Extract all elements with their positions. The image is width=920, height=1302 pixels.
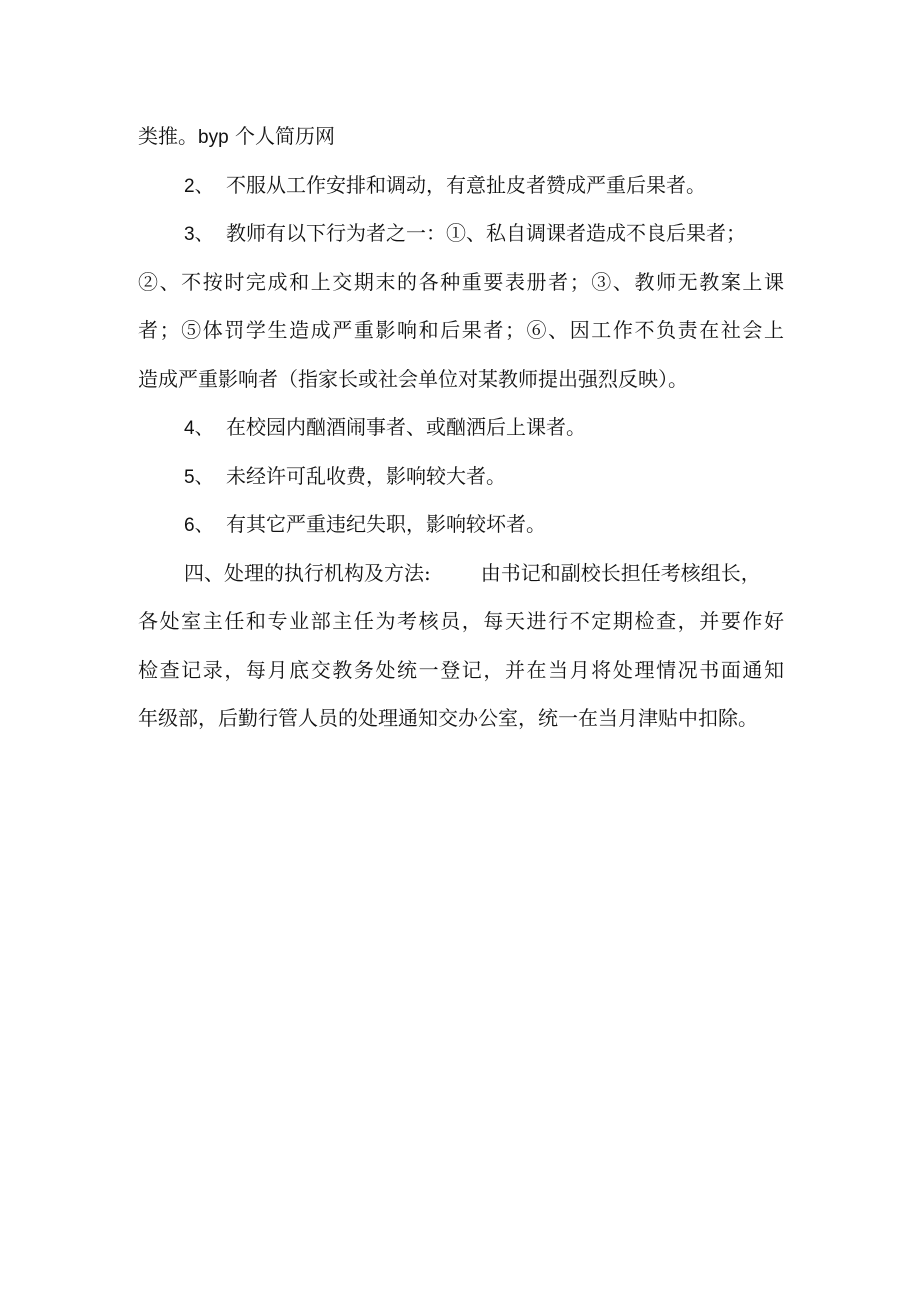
section-4-line-2: 各处室主任和专业部主任为考核员，每天进行不定期检查，并要作好 [138, 609, 784, 633]
item-text: 在校园内酗酒闹事者、或酗洒后上课者。 [226, 415, 586, 439]
item-text: 有其它严重违纪失职，影响较坏者。 [226, 512, 546, 536]
item-number: 3、 [184, 224, 214, 245]
item-text: 教师有以下行为者之一：①、私自调课者造成不良后果者； [226, 221, 746, 245]
paragraph-continuation [138, 112, 784, 161]
list-item-3-line-2: ②、不按时完成和上交期末的各种重要表册者；③、教师无教案上课 [138, 269, 784, 294]
document-body [138, 112, 784, 743]
section-text: 由书记和副校长担任考核组长， [480, 560, 761, 585]
list-item-4 [138, 403, 784, 452]
list-item-3-line-3: 者；⑤体罚学生造成严重影响和后果者；⑥、因工作不负责在社会上 [138, 318, 784, 342]
section-4-first-line [138, 549, 784, 598]
item-text: 不服从工作安排和调动，有意扯皮者赞成严重后果者。 [226, 172, 706, 197]
list-item-5 [138, 452, 784, 501]
item-number: 6、 [184, 515, 214, 536]
item-number: 2、 [184, 175, 214, 197]
continuation-latin-text: byp [198, 127, 229, 148]
section-4-line-4: 年级部，后勤行管人员的处理通知交办公室，统一在当月津贴中扣除。 [138, 706, 758, 730]
list-item-6 [138, 500, 784, 549]
item-number: 4、 [184, 418, 214, 439]
item-text: 未经许可乱收费，影响较大者。 [226, 463, 506, 488]
item-number: 5、 [184, 466, 214, 488]
list-item-3-line-4: 造成严重影响者（指家长或社会单位对某教师提出强烈反映）。 [138, 366, 688, 391]
section-4-line-3: 检查记录，每月底交教务处统一登记，并在当月将处理情况书面通知 [138, 657, 784, 682]
continuation-text: 类推。 [138, 124, 198, 148]
list-item-3 [138, 209, 784, 258]
continuation-text-tail: 个人简历网 [228, 124, 335, 148]
list-item-2 [138, 161, 784, 210]
section-heading: 四、处理的执行机构及方法: [184, 560, 431, 585]
